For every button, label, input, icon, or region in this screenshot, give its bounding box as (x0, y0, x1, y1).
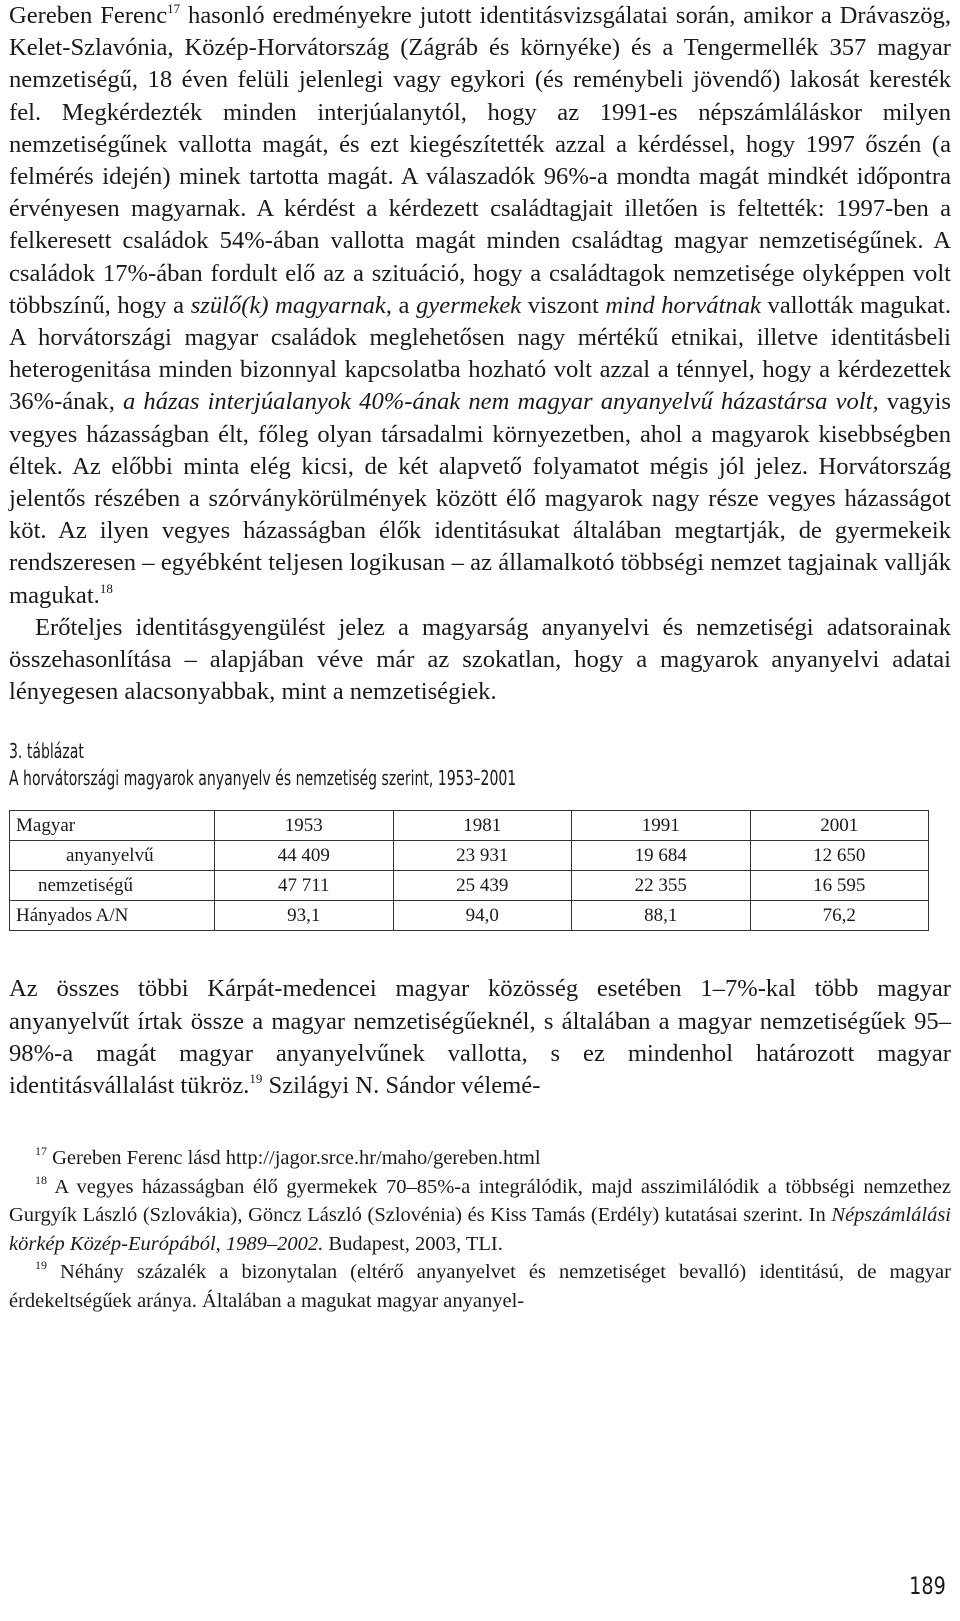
footnote-number: 17 (35, 1144, 47, 1159)
table-caption (9, 738, 951, 792)
table-header-cell: 2001 (750, 811, 929, 841)
table-cell: 47 711 (215, 871, 394, 901)
table-cell: 94,0 (393, 901, 572, 931)
paragraph-1 (9, 0, 951, 612)
paragraph-3 (9, 973, 951, 1102)
table-cell: 19 684 (572, 841, 751, 871)
text-run: Gereben Ferenc (9, 2, 168, 29)
table-number: 3. táblázat (9, 739, 84, 764)
table-header-row (10, 811, 929, 841)
table-row (10, 841, 929, 871)
page (9, 0, 951, 1315)
footnotes (9, 1144, 951, 1315)
footnote-ref-19: 19 (249, 1071, 263, 1087)
table-row-label: Hányados A/N (10, 901, 215, 931)
footnote-ref-18: 18 (99, 580, 113, 596)
table-title: A horvátországi magyarok anyanyelv és nemzetiség szerint, 1953–2001 (9, 766, 517, 791)
table-cell: 23 931 (393, 841, 572, 871)
footnote-number: 19 (35, 1258, 47, 1273)
text-run: Szilágyi N. Sándor vélemé- (262, 1072, 541, 1100)
table-cell: 88,1 (572, 901, 751, 931)
page-number: 189 (909, 1572, 946, 1600)
table-cell: 12 650 (750, 841, 929, 871)
text-run: Az összes többi Kárpát-medencei magyar közösség esetében 1–7%-kal több magyar anyanyelvűt írtak össze a magyar nemzetiségűeknél, s általában a magyar nemzetiségűek 95–98%-a magát magyar anyanyelvűnek vallotta, s ez mindenhol határozott magyar identitásvállalást tükröz. (9, 975, 951, 1100)
text-run: hasonló eredményekre jutott identitásvizsgálatai során, amikor a Drávaszög, Kelet-Szlavónia, Közép-Horvátország (Zágráb és környéke) és a Tengermellék 357 magyar nemzetiségű, 18 éven felüli jelenlegi vagy egykori (és reménybeli jövendő) lakosát keresték fel. Megkérdezték minden interjúalanytól, hogy az 1991-es népszámláláskor milyen nemzetiségűnek vallotta magát, és ezt kiegészítették azzal a kérdéssel, hogy 1997 őszén (a felmérés idején) minek tartotta magát. A válaszadók 96%-a mondta magát mindkét időpontra érvényesen magyarnak. A kérdést a kérdezett családtagjait illetően is feltették: 1997-ben a felkeresett családok 54%-ában vallotta magát minden családtag magyar nemzetiségűnek. A családok 17%-ában fordult elő az a szituáció, hogy a családtagok nemzetisége olyképpen volt többszínű, hogy a (9, 2, 951, 319)
table-row (10, 871, 929, 901)
text-run: vagyis vegyes házasságban élt, főleg olyan társadalmi környezetben, ahol a magyarok kisebbségben éltek. Az előbbi minta elég kicsi, de két alapvető folyamatot mégis jól jelez. Horvátország jelentős részében a szórványkörülmények között élő magyarok nagy része vegyes házasságot köt. Az ilyen vegyes házasságban élők identitásukat általában megtartják, de gyermekeik rendszeresen – egyébként teljesen logikusan – az államalkotó többségi nemzet tagjainak vallják magukat. (9, 388, 952, 609)
table-cell: 76,2 (750, 901, 929, 931)
italic-text: mind horvátnak (605, 291, 761, 319)
footnote-text: Budapest, 2003, TLI. (323, 1232, 503, 1255)
main-text (9, 0, 951, 708)
italic-text: szülő(k) magyarnak, (190, 291, 392, 319)
footnote-ref-17: 17 (167, 1, 181, 16)
italic-text: a házas interjúalanyok 40%-ának nem magyar anyanyelvű házastársa volt, (122, 388, 879, 416)
footnote-number: 18 (35, 1172, 47, 1187)
italic-text: gyermekek (416, 291, 522, 319)
footnote-18 (9, 1173, 951, 1259)
main-text-continued (9, 973, 951, 1102)
footnote-text: Gereben Ferenc lásd http://jagor.srce.hr/maho/gereben.html (47, 1147, 541, 1170)
table-header-cell: 1991 (572, 811, 751, 841)
table-row (10, 901, 929, 931)
footnote-text: Néhány százalék a bizonytalan (eltérő anyanyelvet és nemzetiséget bevalló) identitású, de magyar érdekeltségűek aránya. Általában a magukat magyar anyanyel- (9, 1261, 951, 1312)
table-row-label: anyanyelvű (10, 841, 215, 871)
paragraph-2: Erőteljes identitásgyengülést jelez a magyarság anyanyelvi és nemzetiségi adatsorainak összehasonlítása – alapjában véve már az szokatlan, hogy a magyarok anyanyelvi adatai lényegesen alacsonyabbak, mint a nemzetiségiek. (9, 613, 951, 706)
footnote-italic-title: Népszámlálási körkép Közép-Európából, 1989–2002. (9, 1204, 951, 1255)
table-cell: 93,1 (215, 901, 394, 931)
text-run: a (391, 291, 417, 319)
text-run: viszont (521, 291, 606, 319)
table-cell: 25 439 (393, 871, 572, 901)
table-cell: 22 355 (572, 871, 751, 901)
table-header-cell: Magyar (10, 811, 215, 841)
footnote-17 (9, 1144, 951, 1173)
table-header-cell: 1981 (393, 811, 572, 841)
footnote-text: A vegyes házasságban élő gyermekek 70–85%-a integrálódik, majd asszimilálódik a többségi nemzethez Gurgyík László (Szlovákia), Göncz László (Szlovénia) és Kiss Tamás (Erdély) kutatásai szerint. In (9, 1175, 951, 1227)
table-header-cell: 1953 (215, 811, 394, 841)
table-cell: 16 595 (750, 871, 929, 901)
data-table (9, 810, 929, 931)
text-run: vallották magukat. A horvátországi magyar családok meglehetősen nagy mértékű etnikai, illetve identitásbeli heterogenitása minden bizonnyal kapcsolatba hozható volt azzal a ténnyel, hogy a kérdezettek 36%-ának, (9, 291, 952, 416)
footnote-19 (9, 1258, 951, 1315)
table-row-label: nemzetiségű (10, 871, 215, 901)
table-cell: 44 409 (215, 841, 394, 871)
